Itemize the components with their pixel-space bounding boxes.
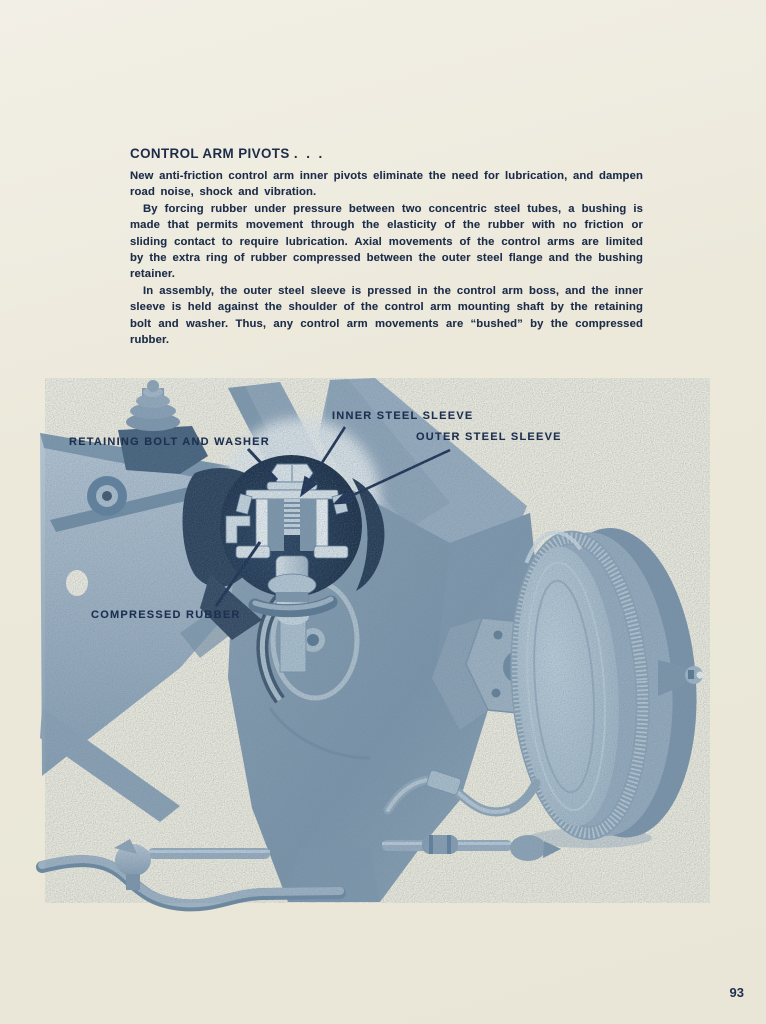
- label-retaining-bolt-and-washer: RETAINING BOLT AND WASHER: [69, 436, 270, 448]
- suspension-illustration: [30, 378, 730, 928]
- label-inner-steel-sleeve: INNER STEEL SLEEVE: [332, 410, 474, 422]
- paragraph: In assembly, the outer steel sleeve is pressed in the control arm boss, and the inner sleeve is held against the shoulder of the control arm mounting shaft by the retaining bolt and washer. Thus, any control arm movements are “bushed” by the compressed rubber.: [130, 284, 643, 347]
- halftone-grain: [45, 378, 710, 903]
- paragraph: By forcing rubber under pressure between two concentric steel tubes, a bushing is made that permits movement through the elasticity of the rubber with no friction or sliding contact to require lubrication. Axial movements of the control arms are limited by the extra ring of rubber compressed between the outer steel flange and the bushing retainer.: [130, 202, 643, 281]
- label-outer-steel-sleeve: OUTER STEEL SLEEVE: [416, 431, 562, 443]
- page-number: 93: [729, 985, 744, 1000]
- paragraph: New anti-friction control arm inner pivots eliminate the need for lubrication, and dampen road noise, shock and vibration.: [130, 170, 643, 199]
- section-heading: CONTROL ARM PIVOTS . . .: [130, 146, 323, 161]
- label-compressed-rubber: COMPRESSED RUBBER: [91, 609, 241, 621]
